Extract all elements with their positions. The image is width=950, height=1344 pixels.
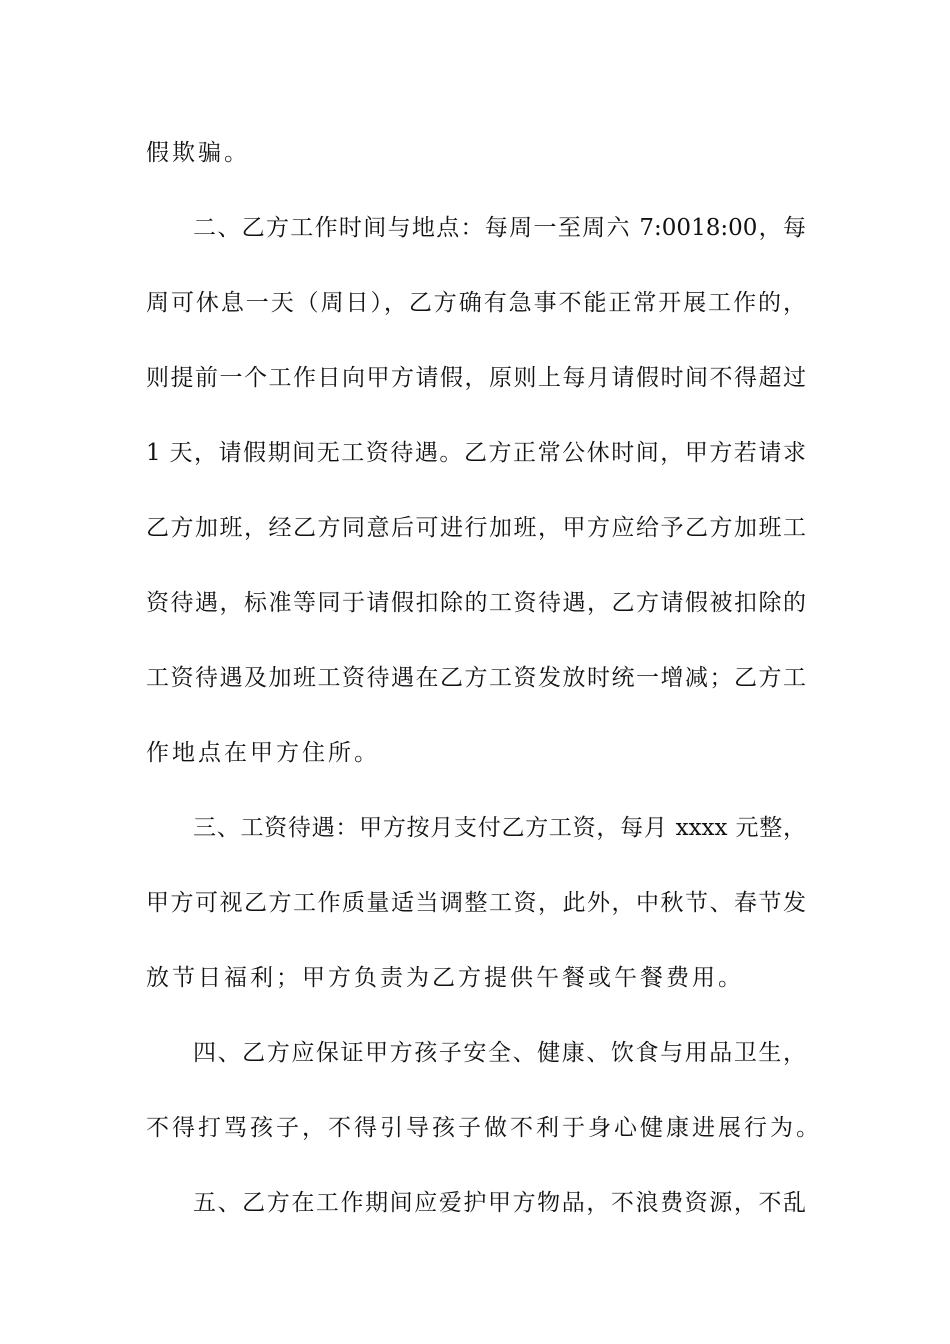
text-line: 资待遇，标准等同于请假扣除的工资待遇，乙方请假被扣除的: [146, 590, 806, 616]
text-line: 乙方加班，经乙方同意后可进行加班，甲方应给予乙方加班工: [146, 515, 806, 541]
text-line: 不得打骂孩子，不得引导孩子做不利于身心健康进展行为。: [146, 1115, 822, 1141]
text-line: 1 天，请假期间无工资待遇。乙方正常公休时间，甲方若请求: [146, 440, 806, 466]
text-line: 放节日福利；甲方负责为乙方提供午餐或午餐费用。: [146, 965, 744, 991]
text-line: 二、乙方工作时间与地点：每周一至周六 7:0018:00，每: [193, 215, 806, 241]
text-line: 作地点在甲方住所。: [146, 740, 380, 766]
text-line: 三、工资待遇：甲方按月支付乙方工资，每月 xxxx 元整，: [193, 815, 806, 841]
text-line: 五、乙方在工作期间应爱护甲方物品，不浪费资源，不乱: [193, 1190, 806, 1216]
text-line: 甲方可视乙方工作质量适当调整工资，此外，中秋节、春节发: [146, 890, 806, 916]
text-line: 则提前一个工作日向甲方请假，原则上每月请假时间不得超过: [146, 365, 806, 391]
text-line: 假欺骗。: [146, 140, 250, 166]
text-line: 四、乙方应保证甲方孩子安全、健康、饮食与用品卫生，: [193, 1040, 806, 1066]
text-line: 周可休息一天（周日），乙方确有急事不能正常开展工作的，: [146, 290, 806, 316]
text-line: 工资待遇及加班工资待遇在乙方工资发放时统一增减；乙方工: [146, 665, 806, 691]
